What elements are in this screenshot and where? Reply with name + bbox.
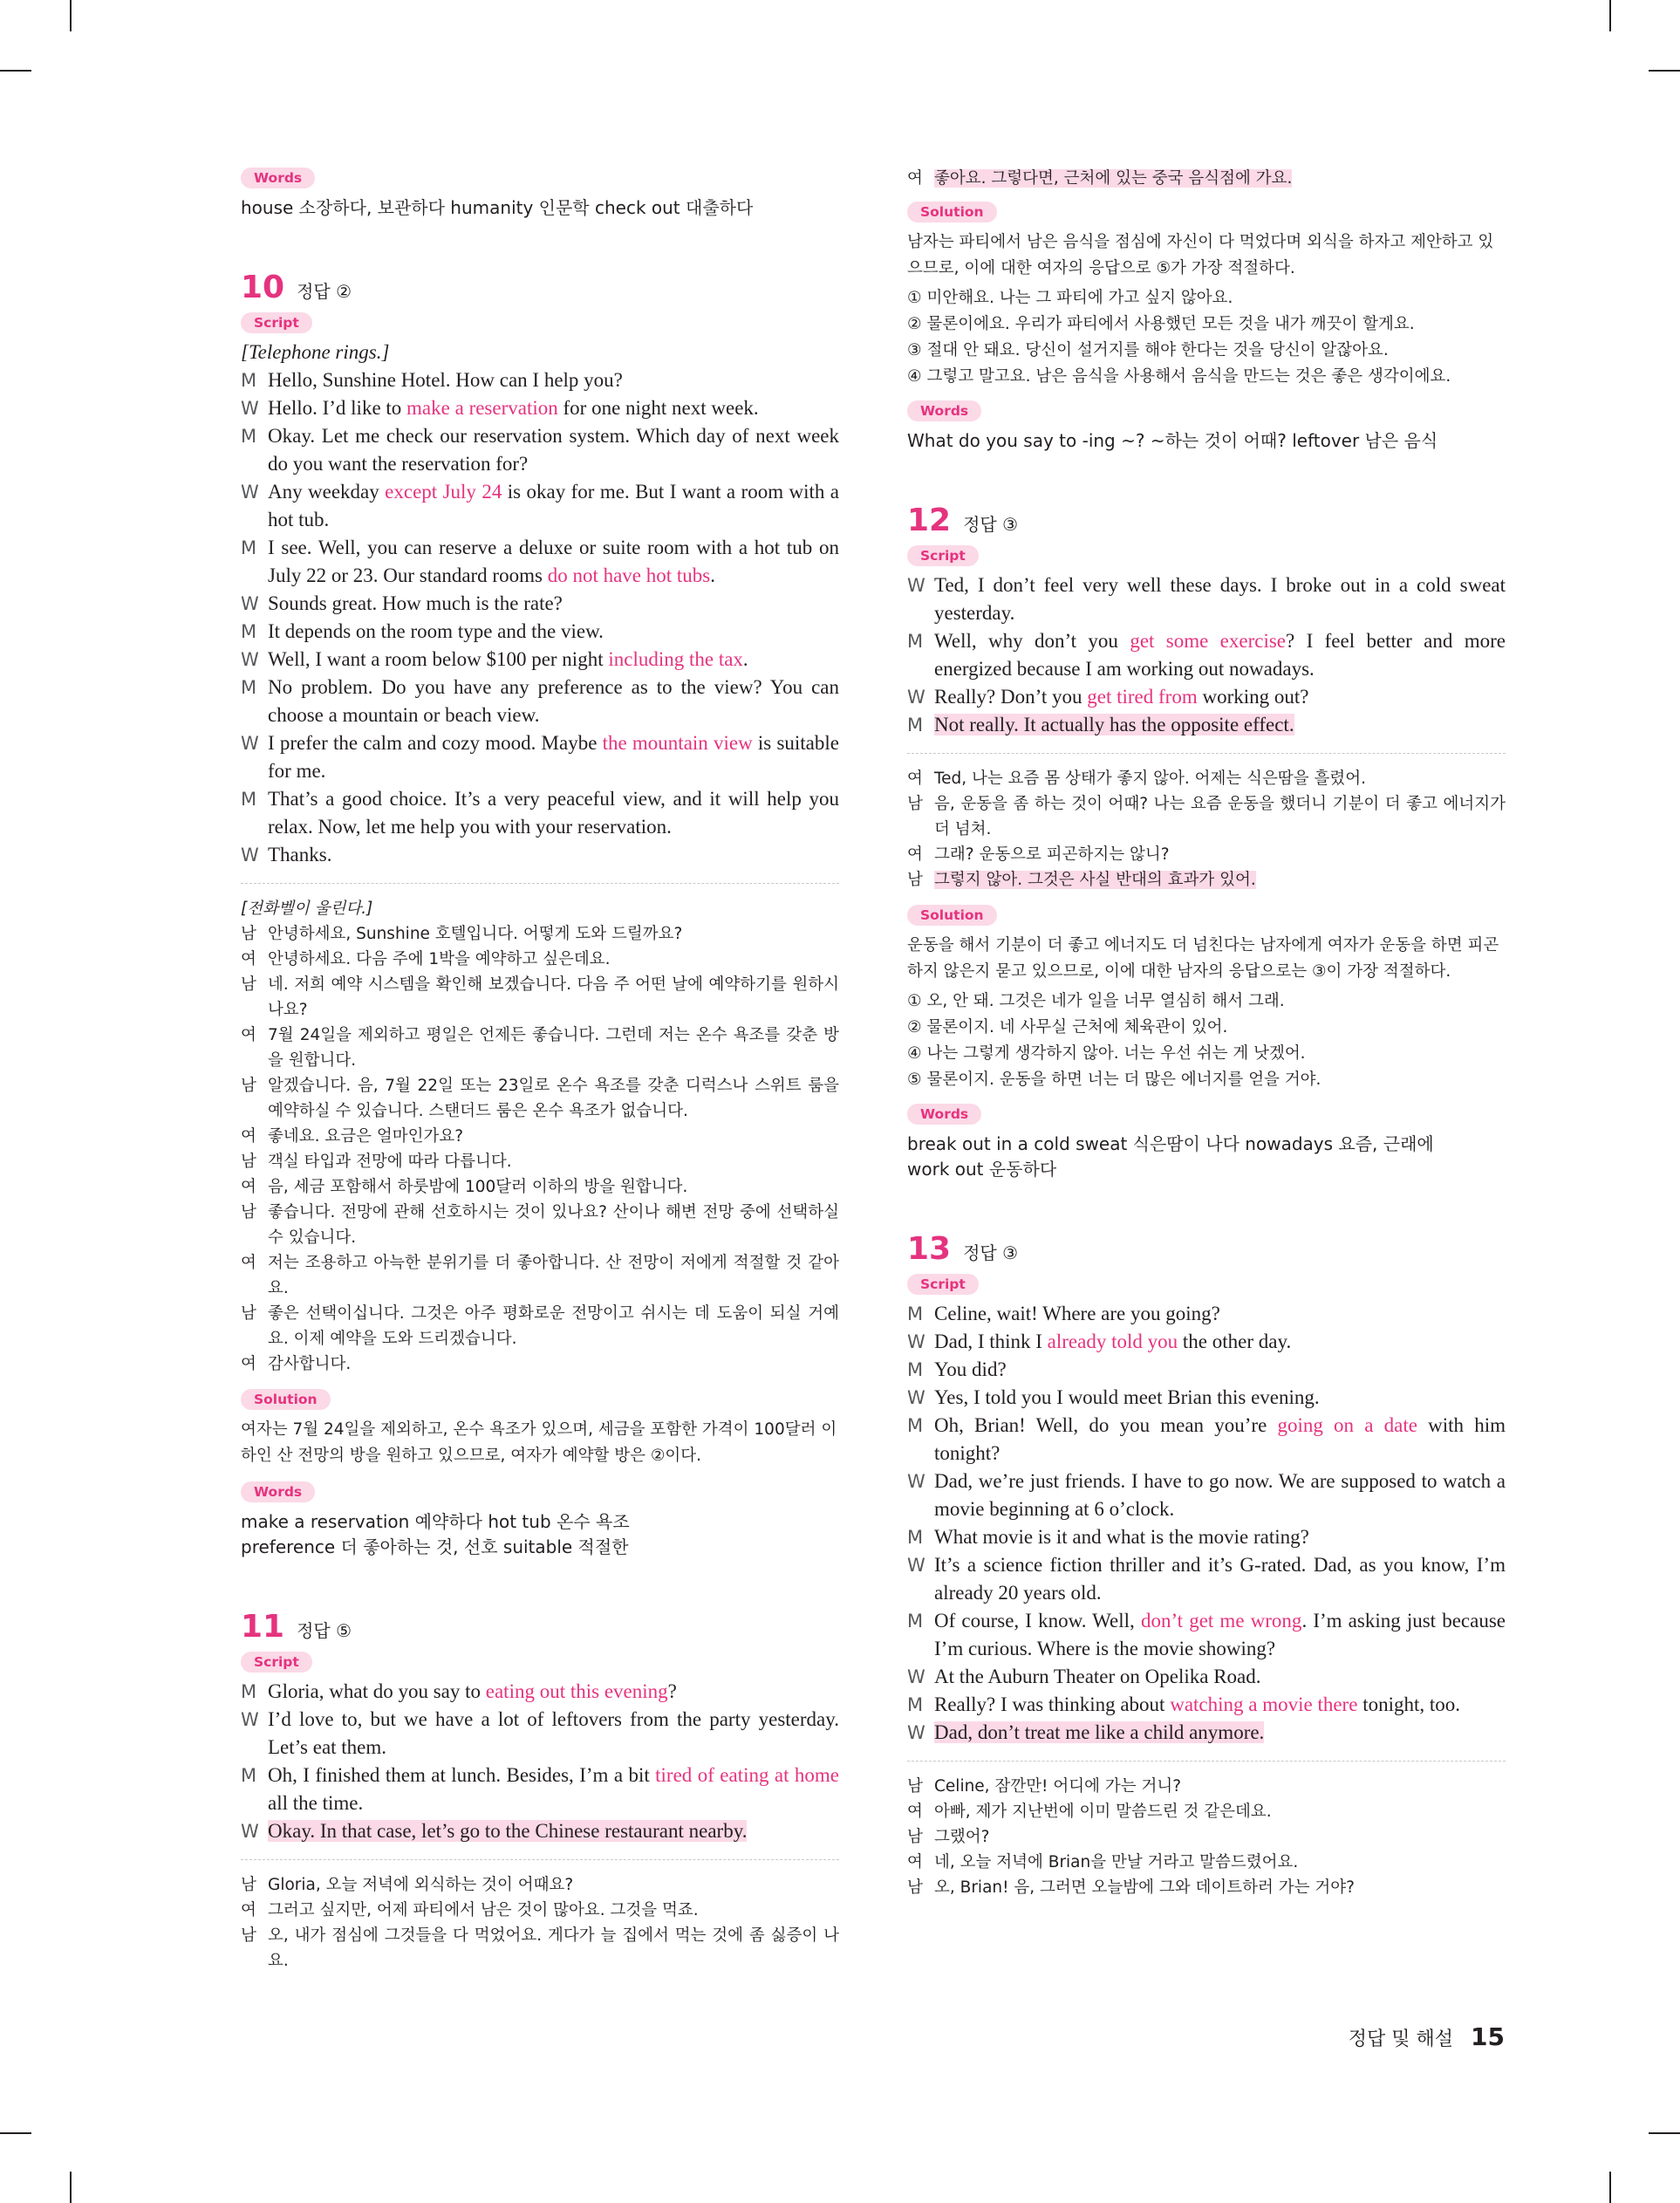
question-13-header [907, 1231, 1506, 1267]
key-phrase: going on a date [1277, 1414, 1417, 1436]
translation-line [907, 1799, 1506, 1824]
speaker-label: M [907, 1415, 924, 1436]
crop-mark-br-v [1609, 2172, 1611, 2203]
speaker-label: 여 [907, 1853, 923, 1871]
footer-title: 정답 및 해설 [1348, 2029, 1454, 2050]
key-phrase: already told you [1047, 1331, 1178, 1352]
crop-mark-bl-v [70, 2172, 72, 2203]
line-text: I prefer the calm and cozy mood. Maybe the mountain view is suitable for me. [268, 732, 839, 782]
answer-label: 정답 ⑤ [297, 1620, 352, 1641]
answer-option: ① 미안해요. 나는 그 파티에 가고 싶지 않아요. [907, 289, 1233, 307]
speaker-label: 여 [241, 1026, 256, 1044]
line-text [934, 711, 1506, 739]
speaker-label: W [907, 1471, 925, 1492]
speaker-label: W [241, 593, 259, 614]
line-text [934, 166, 1506, 191]
speaker-label: 여 [241, 1355, 256, 1373]
dialogue-line [241, 646, 839, 674]
line-text: Any weekday except July 24 is okay for me. But I want a room with a hot tub. [268, 481, 839, 530]
line-text: 좋네요. 요금은 얼마인가요? [268, 1127, 464, 1146]
line-text: Gloria, what do you say to eating out this evening? [268, 1680, 677, 1702]
line-text: I’d love to, but we have a lot of leftovers from the party yesterday. Let’s eat them. [268, 1708, 839, 1758]
speaker-label: M [241, 537, 257, 558]
dialogue-line [907, 683, 1506, 711]
divider [241, 1859, 839, 1860]
dialogue-line [907, 571, 1506, 627]
key-phrase: make a reservation [406, 397, 558, 419]
script-q12 [907, 571, 1506, 739]
line-text: 그래? 운동으로 피곤하지는 않니? [934, 845, 1170, 864]
speaker-label: M [241, 789, 257, 810]
dialogue-line [241, 674, 839, 729]
dialogue-line [907, 1607, 1506, 1663]
line-text: 알겠습니다. 음, 7월 22일 또는 23일로 온수 욕조를 갖춘 디럭스나 스위트 룸을 예약하실 수 있습니다. 스탠더드 룸은 온수 욕조가 없습니다. [268, 1077, 839, 1120]
options-q11 [907, 285, 1506, 390]
question-12-header [907, 503, 1506, 538]
translation-line [907, 766, 1506, 791]
solution-q12: 운동을 해서 기분이 더 좋고 에너지도 더 넘친다는 남자에게 여자가 운동을 하면 피곤하지 않은지 묻고 있으므로, 이에 대한 남자의 응답으로는 ③이 가장 적절하다. [907, 936, 1499, 981]
speaker-label: 남 [241, 1304, 256, 1323]
left-column [241, 168, 839, 1974]
translation-line [907, 791, 1506, 842]
script-tag: Script [241, 312, 312, 333]
dialogue-line [907, 1551, 1506, 1607]
line-text: What movie is it and what is the movie rating? [934, 1526, 1309, 1548]
line-text: 그랬어? [934, 1828, 990, 1846]
script-tag: Script [241, 1652, 312, 1673]
options-q12 [907, 989, 1506, 1093]
dialogue-line [241, 618, 839, 646]
dialogue-line [241, 785, 839, 841]
answer-option: ③ 절대 안 돼요. 당신이 설거지를 해야 한다는 것을 당신이 알잖아요. [907, 341, 1389, 359]
line-text: 음, 세금 포함해서 하룻밤에 100달러 이하의 방을 원합니다. [268, 1178, 688, 1196]
answer-option: ④ 나는 그렇게 생각하지 않아. 너는 우선 쉬는 게 낫겠어. [907, 1044, 1306, 1063]
dialogue-line [241, 422, 839, 478]
divider [907, 753, 1506, 754]
speaker-label: W [241, 1709, 259, 1730]
words-q11: What do you say to -ing ~? ~하는 것이 어때? leftover 남은 음식 [907, 430, 1438, 451]
crop-mark-br-h [1649, 2132, 1680, 2134]
dialogue-line [907, 1384, 1506, 1412]
speaker-label: W [241, 733, 259, 754]
line-text: Thanks. [268, 844, 332, 865]
line-text: Hello. I’d like to make a reservation for one night next week. [268, 397, 759, 419]
speaker-label: 여 [241, 1254, 256, 1272]
dialogue-line [241, 339, 839, 366]
speaker-label: W [241, 398, 259, 419]
speaker-label: M [241, 426, 257, 447]
speaker-label: M [907, 715, 924, 735]
line-text: 그러고 싶지만, 어제 파티에서 남은 것이 많아요. 그것을 먹죠. [268, 1901, 699, 1919]
answer-option: ② 물론이지. 네 사무실 근처에 체육관이 있어. [907, 1018, 1228, 1037]
speaker-label: 남 [907, 1828, 923, 1846]
dialogue-line [241, 1762, 839, 1817]
key-phrase: don’t get me wrong [1140, 1610, 1302, 1632]
line-text: 좋은 선택이십니다. 그것은 아주 평화로운 전망이고 쉬시는 데 도움이 되실 거예요. 이제 예약을 도와 드리겠습니다. [268, 1304, 839, 1348]
page-footer [1349, 2022, 1505, 2051]
speaker-label: M [241, 1765, 257, 1786]
question-10-header [241, 270, 839, 305]
translation-line [241, 1250, 839, 1301]
highlighted-answer: Not really. It actually has the opposite effect. [934, 714, 1294, 735]
key-phrase: tired of eating at home [655, 1764, 839, 1786]
speaker-label: W [241, 482, 259, 503]
solution-tag: Solution [241, 1389, 331, 1410]
dialogue-line [907, 627, 1506, 683]
dialogue-line [241, 841, 839, 869]
line-text: Okay. Let me check our reservation system. Which day of next week do you want the reservation for? [268, 425, 839, 475]
speaker-label: 남 [241, 1077, 256, 1095]
translation-line [907, 166, 1506, 191]
words-tag: Words [907, 1104, 981, 1125]
key-phrase: including the tax [608, 648, 743, 670]
crop-mark-tl-h [0, 70, 31, 72]
answer-option: ② 물론이에요. 우리가 파티에서 사용했던 모든 것을 내가 깨끗이 할게요. [907, 315, 1415, 333]
line-text: Dad, I think I already told you the other day. [934, 1331, 1292, 1352]
dialogue-line [241, 1678, 839, 1706]
words-q12: break out in a cold sweat 식은땀이 나다 nowadays 요즘, 근래에 work out 운동하다 [907, 1133, 1434, 1180]
translation-q11-cont [907, 166, 1506, 191]
line-text: 7월 24일을 제외하고 평일은 언제든 좋습니다. 그런데 저는 온수 욕조를 갖춘 방을 원합니다. [268, 1026, 839, 1070]
speaker-label: W [907, 1722, 925, 1743]
dialogue-line [907, 1663, 1506, 1691]
line-text: Hello, Sunshine Hotel. How can I help you? [268, 369, 623, 391]
speaker-label: M [907, 1527, 924, 1548]
divider [241, 883, 839, 884]
line-text: Of course, I know. Well, don’t get me wrong. I’m asking just because I’m curious. Where is the movie showing? [934, 1610, 1506, 1659]
line-text: 객실 타입과 전망에 따라 다릅니다. [268, 1153, 512, 1171]
line-text: [전화벨이 울린다.] [241, 900, 373, 918]
translation-line [241, 921, 839, 947]
solution-q10: 여자는 7월 24일을 제외하고, 온수 욕조가 있으며, 세금을 포함한 가격이 100달러 이하인 산 전망의 방을 원하고 있으므로, 여자가 예약할 방은 ②이다. [241, 1420, 837, 1465]
line-text: Celine, wait! Where are you going? [934, 1303, 1220, 1324]
page-number: 15 [1471, 2022, 1505, 2051]
line-text: Oh, Brian! Well, do you mean you’re going on a date with him tonight? [934, 1414, 1506, 1464]
line-text: Well, why don’t you get some exercise? I feel better and more energized because I am working out nowadays. [934, 630, 1506, 680]
crop-mark-tr-v [1609, 0, 1611, 31]
dialogue-line [907, 1468, 1506, 1523]
answer-option: ④ 그렇고 말고요. 남은 음식을 사용해서 음식을 만드는 것은 좋은 생각이에요. [907, 367, 1451, 386]
dialogue-line [907, 1691, 1506, 1719]
translation-q13 [907, 1774, 1506, 1900]
speaker-label: 남 [907, 795, 923, 813]
words-tag: Words [241, 168, 315, 188]
line-text: Well, I want a room below $100 per night including the tax. [268, 648, 748, 670]
answer-label: 정답 ③ [963, 1242, 1019, 1263]
key-phrase: do not have hot tubs [547, 564, 711, 586]
speaker-label: W [241, 845, 259, 865]
speaker-label: W [907, 687, 925, 708]
translation-line [907, 1774, 1506, 1799]
speaker-label: W [907, 1387, 925, 1408]
script-tag: Script [907, 1274, 979, 1295]
translation-line [241, 1351, 839, 1377]
words-tag: Words [907, 400, 981, 421]
speaker-label: 남 [907, 1777, 923, 1796]
dialogue-line [241, 534, 839, 590]
speaker-label: 여 [907, 770, 923, 788]
speaker-label: 남 [907, 871, 923, 889]
highlighted-answer: Okay. In that case, let’s go to the Chinese restaurant nearby. [268, 1820, 748, 1842]
line-text: 저는 조용하고 아늑한 분위기를 더 좋아합니다. 산 전망이 저에게 적절할 것 같아요. [268, 1254, 839, 1297]
key-phrase: except July 24 [385, 481, 502, 503]
translation-line [241, 896, 839, 921]
line-text: 네, 오늘 저녁에 Brian을 만날 거라고 말씀드렸어요. [934, 1853, 1299, 1871]
speaker-label: M [907, 1359, 924, 1380]
question-number: 13 [907, 1231, 952, 1267]
answer-option: ① 오, 안 돼. 그것은 네가 일을 너무 열심히 해서 그래. [907, 992, 1285, 1010]
dialogue-line [907, 711, 1506, 739]
dialogue-line [241, 1706, 839, 1762]
script-q10 [241, 339, 839, 869]
speaker-label: M [241, 621, 257, 642]
speaker-label: 여 [907, 1803, 923, 1821]
translation-line [241, 1898, 839, 1923]
speaker-label: 남 [241, 975, 256, 994]
words-tag: Words [241, 1481, 315, 1502]
dialogue-line [241, 729, 839, 785]
question-number: 11 [241, 1609, 285, 1645]
speaker-label: 남 [241, 1926, 256, 1945]
speaker-label: M [241, 677, 257, 698]
speaker-label: W [241, 649, 259, 670]
dialogue-line [241, 394, 839, 422]
translation-line [907, 867, 1506, 893]
translation-line [907, 842, 1506, 867]
speaker-label: M [907, 1694, 924, 1715]
translation-line [241, 1923, 839, 1974]
line-text: 좋습니다. 전망에 관해 선호하시는 것이 있나요? 산이나 해변 전망 중에 선택하실 수 있습니다. [268, 1203, 839, 1247]
divider [907, 1761, 1506, 1762]
key-phrase: the mountain view [602, 732, 753, 754]
script-q13 [907, 1300, 1506, 1747]
line-text: I see. Well, you can reserve a deluxe or suite room with a hot tub on July 22 or 23. Our standard rooms do not have hot tubs. [268, 537, 839, 586]
line-text [268, 1817, 839, 1845]
line-text: Yes, I told you I would meet Brian this evening. [934, 1386, 1320, 1408]
line-text: At the Auburn Theater on Opelika Road. [934, 1666, 1261, 1687]
translation-line [907, 1850, 1506, 1875]
key-phrase: get tired from [1087, 686, 1198, 708]
dialogue-line [241, 366, 839, 394]
translation-line [907, 1824, 1506, 1850]
speaker-label: W [907, 575, 925, 596]
translation-line [241, 1200, 839, 1250]
key-phrase: watching a movie there [1170, 1693, 1358, 1715]
speaker-label: W [907, 1666, 925, 1687]
translation-q10 [241, 896, 839, 1377]
highlighted-answer: 그렇지 않아. 그것은 사실 반대의 효과가 있어. [934, 871, 1256, 889]
line-text: It’s a science fiction thriller and it’s G-rated. Dad, as you know, I’m already 20 years old. [934, 1554, 1506, 1604]
question-number: 12 [907, 503, 952, 538]
dialogue-line [907, 1719, 1506, 1747]
line-text: Celine, 잠깐만! 어디에 가는 거니? [934, 1777, 1182, 1796]
line-text: No problem. Do you have any preference as to the view? You can choose a mountain or beach view. [268, 676, 839, 726]
speaker-label: 여 [907, 845, 923, 864]
right-column [907, 166, 1506, 1900]
answer-option: ⑤ 물론이지. 운동을 하면 너는 더 많은 에너지를 얻을 거야. [907, 1071, 1321, 1089]
translation-line [241, 972, 839, 1023]
translation-line [241, 947, 839, 972]
script-q11 [241, 1678, 839, 1845]
solution-tag: Solution [907, 905, 997, 926]
line-text [934, 1719, 1506, 1747]
line-text: Dad, we’re just friends. I have to go now. We are supposed to watch a movie beginning at 6 o’clock. [934, 1470, 1506, 1520]
line-text: 네. 저희 예약 시스템을 확인해 보겠습니다. 다음 주 어떤 날에 예약하기를 원하시나요? [268, 975, 839, 1019]
speaker-label: 남 [241, 925, 256, 943]
dialogue-line [241, 1817, 839, 1845]
translation-line [241, 1872, 839, 1898]
crop-mark-tl-v [70, 0, 72, 31]
highlighted-answer: 좋아요. 그렇다면, 근처에 있는 중국 음식점에 가요. [934, 169, 1293, 188]
speaker-label: W [241, 1821, 259, 1842]
line-text: That’s a good choice. It’s a very peaceful view, and it will help you relax. Now, let me help you with your reservation. [268, 788, 839, 838]
script-tag: Script [907, 545, 979, 566]
speaker-label: 여 [241, 1901, 256, 1919]
translation-line [241, 1023, 839, 1073]
highlighted-answer: Dad, don’t treat me like a child anymore. [934, 1721, 1265, 1743]
line-text: Gloria, 오늘 저녁에 외식하는 것이 어때요? [268, 1876, 574, 1894]
translation-q11 [241, 1872, 839, 1974]
speaker-label: M [907, 631, 924, 652]
dialogue-line [241, 590, 839, 618]
speaker-label: 여 [907, 169, 923, 188]
key-phrase: eating out this evening [485, 1680, 668, 1702]
dialogue-line [907, 1412, 1506, 1468]
line-text: Ted, I don’t feel very well these days. I broke out in a cold sweat yesterday. [934, 574, 1506, 624]
line-text: Ted, 나는 요즘 몸 상태가 좋지 않아. 어제는 식은땀을 흘렸어. [934, 770, 1367, 788]
line-text: It depends on the room type and the view. [268, 620, 604, 642]
speaker-label: M [241, 1681, 257, 1702]
speaker-label: W [907, 1555, 925, 1576]
speaker-label: 여 [241, 1178, 256, 1196]
line-text: Sounds great. How much is the rate? [268, 592, 563, 614]
dialogue-line [907, 1356, 1506, 1384]
translation-line [907, 1875, 1506, 1900]
translation-line [241, 1149, 839, 1174]
translation-line [241, 1301, 839, 1351]
dialogue-line [241, 478, 839, 534]
speaker-label: M [241, 370, 257, 391]
speaker-label: M [907, 1611, 924, 1632]
key-phrase: get some exercise [1130, 630, 1287, 652]
line-text: Really? Don’t you get tired from working out? [934, 686, 1309, 708]
translation-line [241, 1124, 839, 1149]
crop-mark-tr-h [1649, 70, 1680, 72]
dialogue-line [907, 1300, 1506, 1328]
speaker-label: 여 [241, 1127, 256, 1146]
question-number: 10 [241, 270, 285, 305]
speaker-label: 남 [241, 1203, 256, 1221]
line-text: 오, Brian! 음, 그러면 오늘밤에 그와 데이트하러 가는 거야? [934, 1878, 1355, 1897]
line-text: 오, 내가 점심에 그것들을 다 먹었어요. 게다가 늘 집에서 먹는 것에 좀 싫증이 나요. [268, 1926, 839, 1970]
dialogue-line [907, 1328, 1506, 1356]
speaker-label: 남 [241, 1876, 256, 1894]
translation-line [241, 1174, 839, 1200]
line-text: 안녕하세요. 다음 주에 1박을 예약하고 싶은데요. [268, 950, 611, 968]
line-text: 음, 운동을 좀 하는 것이 어때? 나는 요즘 운동을 했더니 기분이 더 좋고 에너지가 더 넘쳐. [934, 795, 1506, 838]
line-text: Oh, I finished them at lunch. Besides, I’m a bit tired of eating at home all the time. [268, 1764, 839, 1814]
translation-line [241, 1073, 839, 1124]
line-text: Really? I was thinking about watching a movie there tonight, too. [934, 1693, 1460, 1715]
answer-label: 정답 ③ [963, 514, 1019, 535]
crop-mark-bl-h [0, 2132, 31, 2134]
speaker-label: 남 [241, 1153, 256, 1171]
speaker-label: M [907, 1303, 924, 1324]
line-text: 감사합니다. [268, 1355, 352, 1373]
question-11-header [241, 1609, 839, 1645]
line-text: 안녕하세요, Sunshine 호텔입니다. 어떻게 도와 드릴까요? [268, 925, 683, 943]
speaker-label: 여 [241, 950, 256, 968]
line-text: 아빠, 제가 지난번에 이미 말씀드린 것 같은데요. [934, 1803, 1272, 1821]
line-text [934, 867, 1506, 893]
line-text: You did? [934, 1358, 1007, 1380]
translation-q12 [907, 766, 1506, 893]
speaker-label: 남 [907, 1878, 923, 1897]
line-text: [Telephone rings.] [241, 341, 390, 363]
speaker-label: W [907, 1331, 925, 1352]
solution-tag: Solution [907, 202, 997, 222]
words-q10: make a reservation 예약하다 hot tub 온수 욕조 preference 더 좋아하는 것, 선호 suitable 적절한 [241, 1511, 630, 1557]
dialogue-line [907, 1523, 1506, 1551]
words-list: house 소장하다, 보관하다 humanity 인문학 check out 대출하다 [241, 197, 754, 218]
solution-q11: 남자는 파티에서 남은 음식을 점심에 자신이 다 먹었다며 외식을 하자고 제안하고 있으므로, 이에 대한 여자의 응답으로 ⑤가 가장 적절하다. [907, 233, 1494, 277]
answer-label: 정답 ② [297, 281, 352, 302]
